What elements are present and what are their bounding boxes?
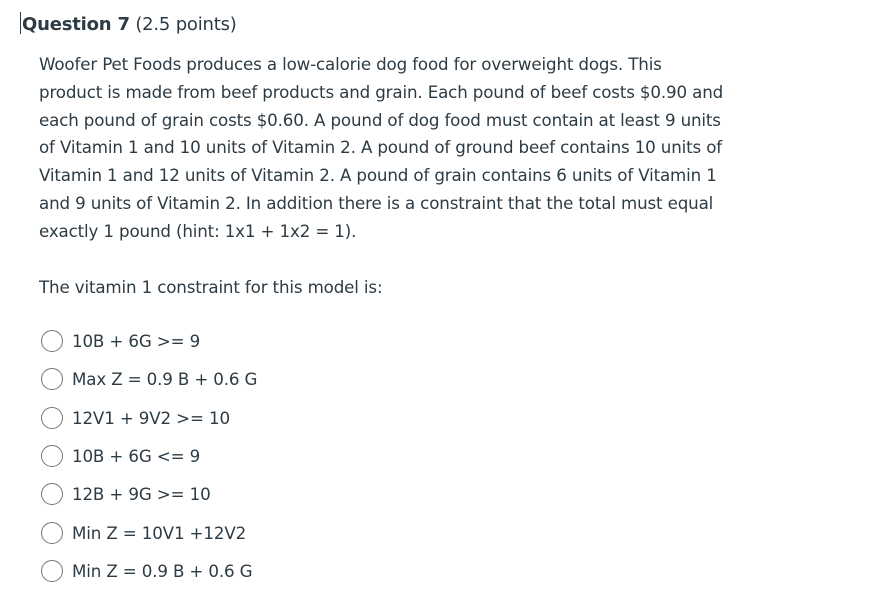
question-text-line: exactly 1 pound (hint: 1x1 + 1x2 = 1).	[39, 220, 357, 241]
answer-label[interactable]: 12B + 9G >= 10	[72, 484, 211, 505]
question-text-line: Woofer Pet Foods produces a low-calorie dog food for overweight dogs. This	[39, 54, 662, 74]
question-header	[20, 12, 237, 38]
question-points: (2.5 points)	[135, 14, 237, 35]
radio-button[interactable]	[41, 522, 63, 544]
question-title: Question 7	[22, 14, 130, 35]
answer-label[interactable]: 10B + 6G <= 9	[72, 446, 201, 467]
answer-label[interactable]: 10B + 6G >= 9	[72, 331, 201, 352]
answer-option-3[interactable]	[41, 399, 257, 437]
answer-label[interactable]: Min Z = 0.9 B + 0.6 G	[72, 560, 253, 581]
question-text-line: product is made from beef products and grain. Each pound of beef costs $0.90 and	[39, 81, 724, 102]
answer-option-4[interactable]	[41, 437, 257, 475]
answer-option-6[interactable]	[41, 513, 257, 551]
answer-list	[41, 322, 257, 590]
radio-button[interactable]	[41, 445, 63, 467]
radio-button[interactable]	[41, 368, 63, 390]
answer-label[interactable]: Max Z = 0.9 B + 0.6 G	[72, 369, 258, 390]
answer-option-1[interactable]	[41, 322, 257, 360]
radio-button[interactable]	[41, 560, 63, 582]
radio-button[interactable]	[41, 407, 63, 429]
question-text-line: of Vitamin 1 and 10 units of Vitamin 2. A pound of ground beef contains 10 units of	[39, 137, 723, 158]
answer-label[interactable]: 12V1 + 9V2 >= 10	[72, 407, 230, 428]
answer-option-5[interactable]	[41, 475, 257, 513]
text-cursor	[20, 12, 21, 34]
question-text-line: Vitamin 1 and 12 units of Vitamin 2. A pound of grain contains 6 units of Vitamin 1	[39, 165, 717, 186]
answer-option-7[interactable]	[41, 552, 257, 590]
question-prompt: The vitamin 1 constraint for this model is:	[39, 277, 383, 297]
answer-option-2[interactable]	[41, 360, 257, 398]
question-text-line: each pound of grain costs $0.60. A pound of dog food must contain at least 9 units	[39, 109, 721, 130]
radio-button[interactable]	[41, 483, 63, 505]
question-text-line: and 9 units of Vitamin 2. In addition there is a constraint that the total must equal	[39, 192, 714, 213]
answer-label[interactable]: Min Z = 10V1 +12V2	[72, 522, 247, 543]
question-text	[39, 51, 779, 246]
radio-button[interactable]	[41, 330, 63, 352]
